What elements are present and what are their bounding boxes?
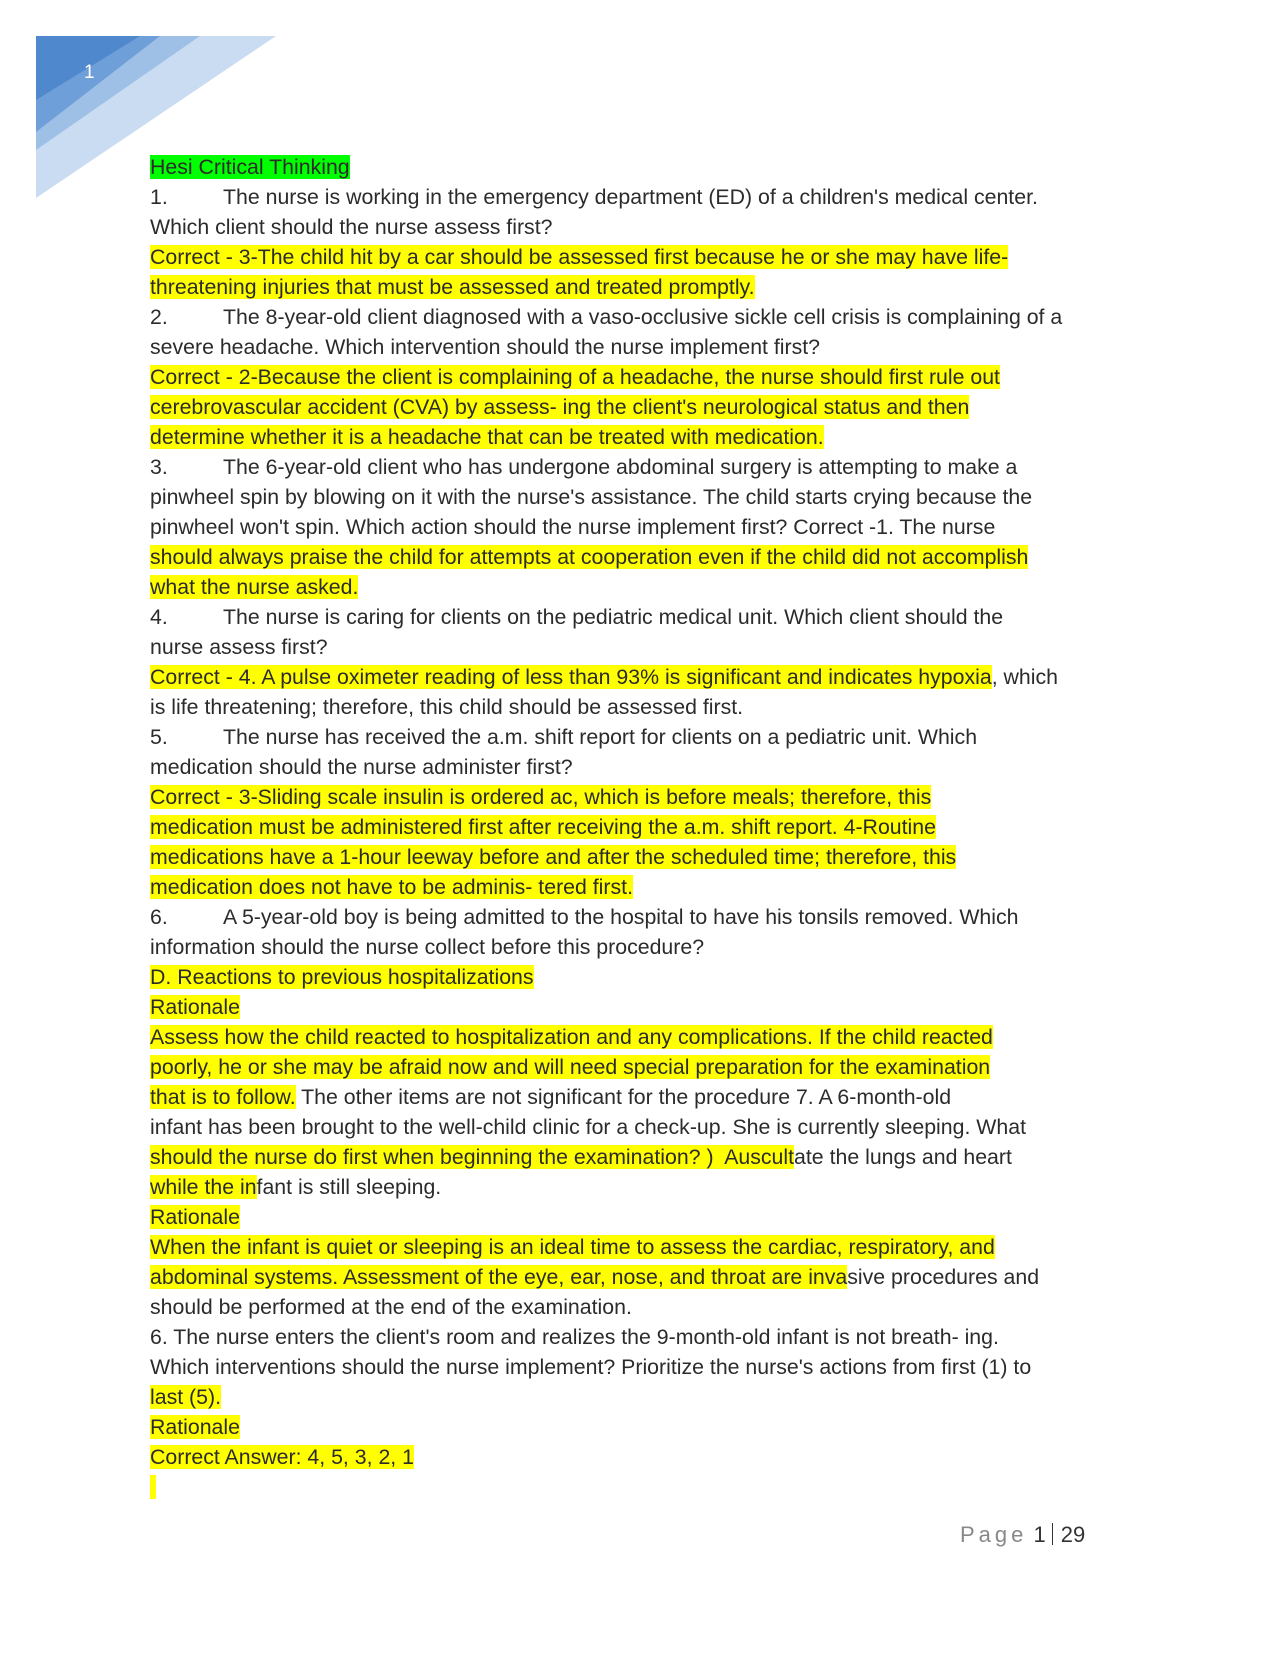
document-lines <box>150 182 1130 1502</box>
line-text: The nurse is working in the emergency department (ED) of a children's medical center. <box>223 185 1038 209</box>
line-text: sive procedures and <box>847 1265 1040 1289</box>
highlighted-text: threatening injuries that must be assessed and treated promptly. <box>150 275 755 299</box>
highlighted-text: medication must be administered first after receiving the a.m. shift report. 4-Routine <box>150 815 936 839</box>
highlighted-text: Rationale <box>150 1205 240 1229</box>
highlighted-text: medications have a 1-hour leeway before and after the scheduled time; therefore, this <box>150 845 957 869</box>
line-text: infant has been brought to the well-child clinic for a check-up. She is currently sleeping. What <box>150 1115 1027 1139</box>
line-text: fant is still sleeping. <box>256 1175 442 1199</box>
question-number: 3. <box>150 455 168 479</box>
text-line <box>150 1112 1130 1142</box>
answer-line <box>150 872 1130 902</box>
line-text: 6. The nurse enters the client's room and realizes the 9-month-old infant is not breath- ing. <box>150 1325 999 1349</box>
answer-line <box>150 962 1130 992</box>
line-text: Which client should the nurse assess first? <box>150 215 553 239</box>
line-text: pinwheel won't spin. Which action should the nurse implement first? Correct -1. The nurse <box>150 515 996 539</box>
highlighted-text: last (5). <box>150 1385 222 1409</box>
question-number: 2. <box>150 305 168 329</box>
highlighted-text: Correct - 3-The child hit by a car should be assessed first because he or she may have life- <box>150 245 1009 269</box>
text-line <box>150 632 1130 662</box>
text-line <box>150 332 1130 362</box>
text-line <box>150 752 1130 782</box>
answer-line <box>150 572 1130 602</box>
line-text: A 5-year-old boy is being admitted to the hospital to have his tonsils removed. Which <box>223 905 1019 929</box>
answer-line <box>150 1022 1130 1052</box>
page-number-badge: 1 <box>84 62 95 83</box>
highlighted-text: abdominal systems. Assessment of the eye, ear, nose, and throat are inva <box>150 1265 848 1289</box>
line-text: should be performed at the end of the examination. <box>150 1295 632 1319</box>
line-text: is life threatening; therefore, this child should be assessed first. <box>150 695 744 719</box>
footer-total-pages: 29 <box>1060 1522 1086 1547</box>
answer-line <box>150 542 1130 572</box>
answer-line <box>150 1172 1130 1202</box>
answer-line <box>150 1142 1130 1172</box>
highlighted-text: Correct - 3-Sliding scale insulin is ordered ac, which is before meals; therefore, this <box>150 785 932 809</box>
highlighted-text: should always praise the child for attempts at cooperation even if the child did not accomplish <box>150 545 1029 569</box>
page-footer <box>960 1522 1085 1548</box>
answer-line <box>150 812 1130 842</box>
highlighted-text: that is to follow. <box>150 1085 296 1109</box>
question-line <box>150 602 1130 632</box>
footer-divider <box>1052 1523 1053 1545</box>
highlighted-text: Rationale <box>150 995 240 1019</box>
answer-line <box>150 362 1130 392</box>
footer-current-page: 1 <box>1033 1522 1046 1547</box>
line-text: information should the nurse collect before this procedure? <box>150 935 705 959</box>
text-line <box>150 212 1130 242</box>
text-line <box>150 1292 1130 1322</box>
question-line <box>150 902 1130 932</box>
answer-line <box>150 392 1130 422</box>
highlighted-text: Correct - 4. A pulse oximeter reading of less than 93% is significant and indicates hypoxia <box>150 665 992 689</box>
highlighted-text: determine whether it is a headache that can be treated with medication. <box>150 425 824 449</box>
answer-line <box>150 1262 1130 1292</box>
line-text: The 6-year-old client who has undergone abdominal surgery is attempting to make a <box>223 455 1018 479</box>
text-line <box>150 512 1130 542</box>
document-body <box>150 152 1130 1502</box>
question-line <box>150 452 1130 482</box>
answer-line <box>150 1052 1130 1082</box>
text-line <box>150 482 1130 512</box>
highlighted-text: Assess how the child reacted to hospitalization and any complications. If the child reacted <box>150 1025 993 1049</box>
line-text: The nurse is caring for clients on the pediatric medical unit. Which client should the <box>223 605 1004 629</box>
answer-line <box>150 992 1130 1022</box>
answer-line <box>150 272 1130 302</box>
question-number: 4. <box>150 605 168 629</box>
answer-line <box>150 1232 1130 1262</box>
highlighted-text: Rationale <box>150 1415 240 1439</box>
answer-line <box>150 1472 1130 1502</box>
question-number: 6. <box>150 905 168 929</box>
line-text: ate the lungs and heart <box>794 1145 1012 1169</box>
highlighted-text: Correct - 2-Because the client is complaining of a headache, the nurse should first rule out <box>150 365 1000 389</box>
highlighted-text: while the in <box>150 1175 257 1199</box>
answer-line <box>150 1412 1130 1442</box>
text-line <box>150 1322 1130 1352</box>
line-text: The 8-year-old client diagnosed with a vaso-occlusive sickle cell crisis is complaining of a <box>223 305 1063 329</box>
text-line <box>150 692 1130 722</box>
answer-line <box>150 842 1130 872</box>
line-text: Which interventions should the nurse implement? Prioritize the nurse's actions from first (1) to <box>150 1355 1032 1379</box>
answer-line <box>150 242 1130 272</box>
question-line <box>150 182 1130 212</box>
highlighted-text: what the nurse asked. <box>150 575 359 599</box>
footer-page-label: Page <box>960 1522 1028 1547</box>
highlighted-text: D. Reactions to previous hospitalizations <box>150 965 534 989</box>
answer-line <box>150 1382 1130 1412</box>
line-text: The other items are not significant for the procedure 7. A 6-month-old <box>295 1085 952 1109</box>
text-line <box>150 1352 1130 1382</box>
line-text: pinwheel spin by blowing on it with the nurse's assistance. The child starts crying because the <box>150 485 1033 509</box>
text-line <box>150 932 1130 962</box>
question-line <box>150 302 1130 332</box>
line-text: severe headache. Which intervention should the nurse implement first? <box>150 335 821 359</box>
question-number: 1. <box>150 185 168 209</box>
line-text: nurse assess first? <box>150 635 328 659</box>
highlighted-text <box>150 1475 156 1499</box>
question-number: 5. <box>150 725 168 749</box>
line-text: The nurse has received the a.m. shift report for clients on a pediatric unit. Which <box>223 725 978 749</box>
answer-line <box>150 782 1130 812</box>
line-text: , which <box>991 665 1058 689</box>
answer-line <box>150 422 1130 452</box>
answer-line <box>150 662 1130 692</box>
document-title: Hesi Critical Thinking <box>150 155 350 179</box>
highlighted-text: should the nurse do first when beginning the examination? ) Auscult <box>150 1145 795 1169</box>
answer-line <box>150 1442 1130 1472</box>
highlighted-text: poorly, he or she may be afraid now and will need special preparation for the examination <box>150 1055 991 1079</box>
highlighted-text: When the infant is quiet or sleeping is an ideal time to assess the cardiac, respiratory, and <box>150 1235 995 1259</box>
question-line <box>150 722 1130 752</box>
highlighted-text: medication does not have to be adminis- tered first. <box>150 875 633 899</box>
highlighted-text: cerebrovascular accident (CVA) by assess- ing the client's neurological status and then <box>150 395 970 419</box>
highlighted-text: Correct Answer: 4, 5, 3, 2, 1 <box>150 1445 414 1469</box>
line-text: medication should the nurse administer first? <box>150 755 573 779</box>
answer-line <box>150 1202 1130 1232</box>
answer-line <box>150 1082 1130 1112</box>
